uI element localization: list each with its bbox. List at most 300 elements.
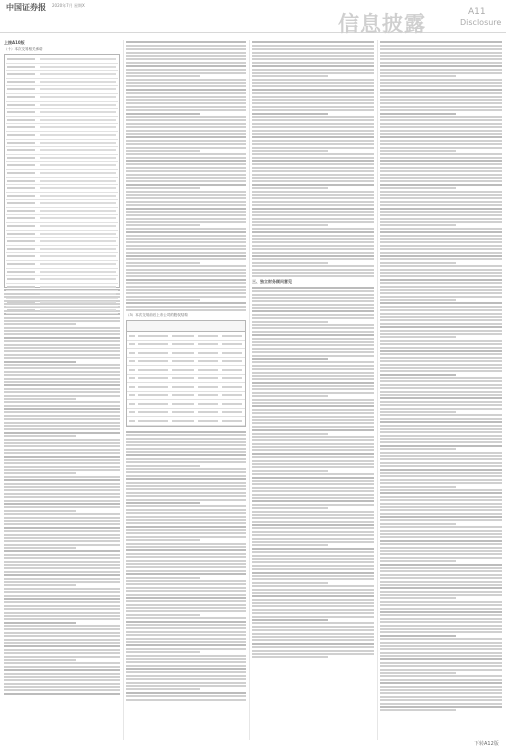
text-line	[252, 321, 328, 323]
table-row	[6, 261, 118, 269]
table-row	[127, 383, 245, 392]
text-line	[380, 119, 502, 121]
text-line	[252, 541, 374, 543]
text-line	[380, 248, 502, 250]
text-line	[380, 523, 456, 525]
text-line	[126, 208, 246, 210]
text-line	[380, 577, 502, 579]
column-divider	[123, 40, 124, 740]
text-line	[4, 628, 120, 630]
text-line	[4, 537, 120, 539]
text-line	[4, 649, 120, 651]
text-line	[380, 662, 502, 664]
text-line	[380, 69, 502, 71]
table-row	[6, 170, 118, 178]
text-line	[252, 446, 374, 448]
text-line	[252, 521, 374, 523]
text-line	[252, 82, 374, 84]
table-row	[6, 223, 118, 231]
text-line	[126, 512, 246, 514]
text-line	[252, 555, 374, 557]
text-line	[252, 314, 374, 316]
text-line	[126, 296, 246, 298]
text-line	[126, 177, 246, 179]
text-line	[252, 460, 374, 462]
text-line	[252, 255, 374, 257]
text-line	[126, 682, 246, 684]
text-line	[126, 58, 246, 60]
text-line	[126, 468, 246, 470]
text-line	[380, 350, 502, 352]
text-line	[126, 553, 246, 555]
text-line	[126, 309, 246, 311]
text-line	[252, 102, 374, 104]
text-line	[4, 645, 120, 647]
text-line	[380, 465, 502, 467]
text-line	[126, 113, 200, 115]
body-text	[126, 431, 246, 701]
table-row	[127, 400, 245, 409]
text-line	[252, 639, 374, 641]
text-line	[252, 163, 374, 165]
column-divider	[377, 40, 378, 740]
section-heading: 三、独立财务顾问意见	[252, 279, 292, 285]
text-line	[252, 436, 374, 438]
text-line	[380, 418, 502, 420]
text-line	[380, 241, 502, 243]
text-line	[252, 633, 374, 635]
text-line	[380, 601, 502, 603]
text-line	[126, 580, 246, 582]
text-line	[380, 567, 502, 569]
text-line	[126, 648, 246, 650]
table-row	[6, 284, 118, 292]
text-line	[380, 218, 502, 220]
text-line	[126, 241, 246, 243]
text-line	[380, 618, 502, 620]
page-number: A11	[468, 7, 486, 17]
table-row	[6, 94, 118, 102]
text-line	[126, 671, 246, 673]
text-line	[252, 133, 374, 135]
text-line	[380, 411, 456, 413]
text-line	[252, 211, 374, 213]
body-text	[252, 41, 374, 277]
text-line	[380, 679, 502, 681]
text-line	[252, 136, 374, 138]
text-line	[380, 553, 502, 555]
text-line	[380, 672, 456, 674]
text-line	[4, 456, 120, 458]
text-line	[126, 495, 246, 497]
text-line	[252, 214, 374, 216]
text-line	[4, 418, 120, 420]
text-line	[380, 597, 456, 599]
text-line	[380, 570, 502, 572]
text-line	[380, 367, 502, 369]
text-line	[4, 608, 120, 610]
text-line	[252, 361, 374, 363]
text-line	[4, 683, 120, 685]
text-line	[252, 653, 374, 655]
text-line	[252, 109, 374, 111]
text-line	[4, 354, 120, 356]
body-text	[380, 41, 502, 711]
text-line	[252, 153, 374, 155]
text-line	[252, 351, 374, 353]
text-line	[252, 592, 374, 594]
text-line	[380, 428, 502, 430]
text-line	[380, 479, 502, 481]
text-line	[380, 221, 502, 223]
text-line	[380, 279, 502, 281]
text-line	[252, 92, 374, 94]
text-line	[380, 421, 502, 423]
text-line	[4, 689, 120, 691]
text-line	[380, 404, 502, 406]
text-line	[4, 530, 120, 532]
table-row	[127, 349, 245, 358]
text-line	[380, 353, 502, 355]
text-line	[380, 208, 502, 210]
text-line	[380, 675, 502, 677]
text-line	[126, 594, 246, 596]
text-line	[4, 367, 120, 369]
text-line	[252, 204, 374, 206]
section-title: 信息披露	[338, 12, 426, 36]
text-line	[4, 493, 120, 495]
text-line	[252, 174, 374, 176]
text-line	[4, 428, 120, 430]
table-row	[6, 64, 118, 72]
text-line	[126, 282, 246, 284]
text-line	[126, 448, 246, 450]
text-line	[126, 488, 246, 490]
text-line	[126, 566, 246, 568]
text-line	[380, 252, 502, 254]
text-line	[380, 408, 502, 410]
text-line	[252, 126, 374, 128]
text-line	[380, 387, 502, 389]
text-line	[252, 395, 328, 397]
text-line	[252, 147, 374, 149]
text-line	[126, 699, 246, 701]
text-line	[126, 69, 246, 71]
text-line	[380, 458, 502, 460]
text-line	[126, 170, 246, 172]
text-line	[126, 245, 246, 247]
text-line	[4, 578, 120, 580]
text-line	[252, 609, 374, 611]
table-row	[127, 332, 245, 341]
table-row	[6, 246, 118, 254]
article-column-3	[252, 40, 374, 740]
table-row	[6, 200, 118, 208]
text-line	[4, 625, 120, 627]
table-row	[127, 358, 245, 367]
text-line	[4, 445, 120, 447]
text-line	[126, 286, 246, 288]
text-line	[380, 669, 502, 671]
article-column-2	[126, 40, 246, 740]
text-line	[126, 85, 246, 87]
text-line	[126, 258, 246, 260]
text-line	[252, 429, 374, 431]
table-caption: （3）本次交易前后上市公司的股权结构	[126, 313, 188, 318]
text-line	[252, 622, 374, 624]
text-line	[380, 160, 502, 162]
text-line	[4, 527, 120, 529]
text-line	[126, 431, 246, 433]
text-line	[380, 438, 502, 440]
text-line	[126, 546, 246, 548]
text-line	[252, 58, 374, 60]
text-line	[126, 102, 246, 104]
text-line	[252, 375, 374, 377]
text-line	[252, 636, 374, 638]
text-line	[380, 581, 502, 583]
text-line	[126, 167, 246, 169]
text-line	[126, 658, 246, 660]
text-line	[126, 478, 246, 480]
text-line	[4, 652, 120, 654]
text-line	[252, 258, 374, 260]
text-line	[126, 529, 246, 531]
text-line	[252, 150, 328, 152]
text-line	[126, 624, 246, 626]
text-line	[252, 500, 374, 502]
text-line	[252, 75, 328, 77]
text-line	[4, 510, 76, 512]
text-line	[126, 539, 200, 541]
text-line	[380, 313, 502, 315]
text-line	[252, 287, 374, 289]
text-line	[126, 661, 246, 663]
section-subtitle: Disclosure	[460, 18, 502, 27]
text-line	[126, 536, 246, 538]
text-line	[126, 516, 246, 518]
text-line	[252, 416, 374, 418]
table-row	[6, 102, 118, 110]
text-line	[252, 65, 374, 67]
text-line	[252, 197, 374, 199]
text-line	[252, 490, 374, 492]
text-line	[4, 357, 120, 359]
text-line	[126, 133, 246, 135]
text-line	[380, 652, 502, 654]
text-line	[380, 96, 502, 98]
text-line	[252, 96, 374, 98]
table-row	[6, 269, 118, 277]
body-text	[252, 287, 374, 659]
text-line	[380, 41, 502, 43]
text-line	[126, 221, 246, 223]
text-line	[380, 533, 502, 535]
text-line	[380, 594, 502, 596]
text-line	[126, 269, 246, 271]
text-line	[380, 557, 502, 559]
text-line	[126, 255, 246, 257]
text-line	[126, 119, 246, 121]
text-line	[380, 391, 502, 393]
text-line	[252, 235, 374, 237]
text-line	[380, 492, 502, 494]
text-line	[380, 92, 502, 94]
text-line	[252, 643, 374, 645]
continued-heading: 上接A10版	[4, 40, 25, 45]
text-line	[126, 248, 246, 250]
text-line	[252, 167, 374, 169]
text-line	[380, 72, 502, 74]
text-line	[252, 140, 374, 142]
text-line	[4, 371, 120, 373]
text-line	[380, 513, 502, 515]
text-line	[126, 252, 246, 254]
text-line	[380, 364, 502, 366]
text-line	[380, 709, 456, 711]
text-line	[4, 523, 120, 525]
text-line	[252, 511, 374, 513]
text-line	[126, 556, 246, 558]
text-line	[4, 378, 120, 380]
text-line	[380, 475, 502, 477]
text-line	[126, 692, 246, 694]
table-row	[127, 375, 245, 384]
text-line	[252, 578, 374, 580]
text-line	[252, 385, 374, 387]
text-line	[252, 62, 374, 64]
text-line	[380, 174, 502, 176]
table-row	[6, 193, 118, 201]
text-line	[380, 286, 502, 288]
text-line	[380, 123, 502, 125]
text-line	[380, 133, 502, 135]
text-line	[252, 187, 328, 189]
text-line	[4, 693, 120, 695]
text-line	[380, 180, 502, 182]
text-line	[252, 582, 328, 584]
text-line	[126, 499, 246, 501]
text-line	[252, 572, 374, 574]
text-line	[4, 534, 120, 536]
text-line	[252, 290, 374, 292]
text-line	[380, 55, 502, 57]
text-line	[380, 89, 502, 91]
text-line	[252, 307, 374, 309]
text-line	[4, 320, 120, 322]
text-line	[380, 143, 502, 145]
text-line	[4, 317, 120, 319]
text-line	[126, 262, 200, 264]
table-row	[6, 276, 118, 284]
text-line	[252, 221, 374, 223]
text-line	[252, 561, 374, 563]
text-line	[4, 554, 120, 556]
text-line	[126, 150, 200, 152]
text-line	[126, 299, 200, 301]
text-line	[4, 679, 120, 681]
text-line	[380, 204, 502, 206]
text-line	[126, 678, 246, 680]
text-line	[380, 431, 502, 433]
text-line	[126, 485, 246, 487]
text-line	[126, 604, 246, 606]
text-line	[380, 435, 502, 437]
text-line	[380, 587, 502, 589]
article-column-1	[4, 40, 120, 740]
text-line	[4, 374, 120, 376]
table-row	[6, 124, 118, 132]
text-line	[252, 558, 374, 560]
text-line	[380, 584, 502, 586]
text-line	[126, 52, 246, 54]
text-line	[380, 574, 502, 576]
commitments-subheading: （十）本次交易相关承诺	[4, 47, 43, 51]
text-line	[252, 89, 374, 91]
text-line	[380, 526, 502, 528]
text-line	[126, 194, 246, 196]
text-line	[4, 364, 120, 366]
text-line	[252, 392, 374, 394]
table-row	[6, 291, 118, 299]
text-line	[4, 601, 120, 603]
text-line	[380, 330, 502, 332]
table-row	[6, 109, 118, 117]
text-line	[380, 109, 502, 111]
text-line	[380, 238, 502, 240]
text-line	[380, 201, 502, 203]
text-line	[380, 296, 502, 298]
text-line	[4, 452, 120, 454]
text-line	[126, 191, 246, 193]
text-line	[380, 309, 502, 311]
text-line	[380, 611, 502, 613]
table-row	[6, 253, 118, 261]
text-line	[4, 340, 120, 342]
text-line	[252, 228, 374, 230]
text-line	[4, 571, 120, 573]
text-line	[126, 184, 246, 186]
text-line	[380, 167, 502, 169]
text-line	[4, 639, 120, 641]
text-line	[126, 451, 246, 453]
text-line	[252, 55, 374, 57]
text-line	[126, 136, 246, 138]
text-line	[252, 382, 374, 384]
text-line	[126, 62, 246, 64]
table-row	[127, 409, 245, 418]
text-line	[126, 130, 246, 132]
text-line	[126, 600, 246, 602]
text-line	[126, 590, 246, 592]
text-line	[380, 282, 502, 284]
text-line	[380, 547, 502, 549]
text-line	[126, 126, 246, 128]
text-line	[126, 621, 246, 623]
table-row	[6, 140, 118, 148]
text-line	[380, 462, 502, 464]
text-line	[4, 581, 120, 583]
text-line	[380, 326, 502, 328]
text-line	[380, 170, 502, 172]
text-line	[126, 573, 246, 575]
text-line	[380, 638, 502, 640]
text-line	[380, 153, 502, 155]
text-line	[126, 627, 246, 629]
text-line	[252, 123, 374, 125]
text-line	[126, 224, 200, 226]
text-line	[380, 113, 456, 115]
